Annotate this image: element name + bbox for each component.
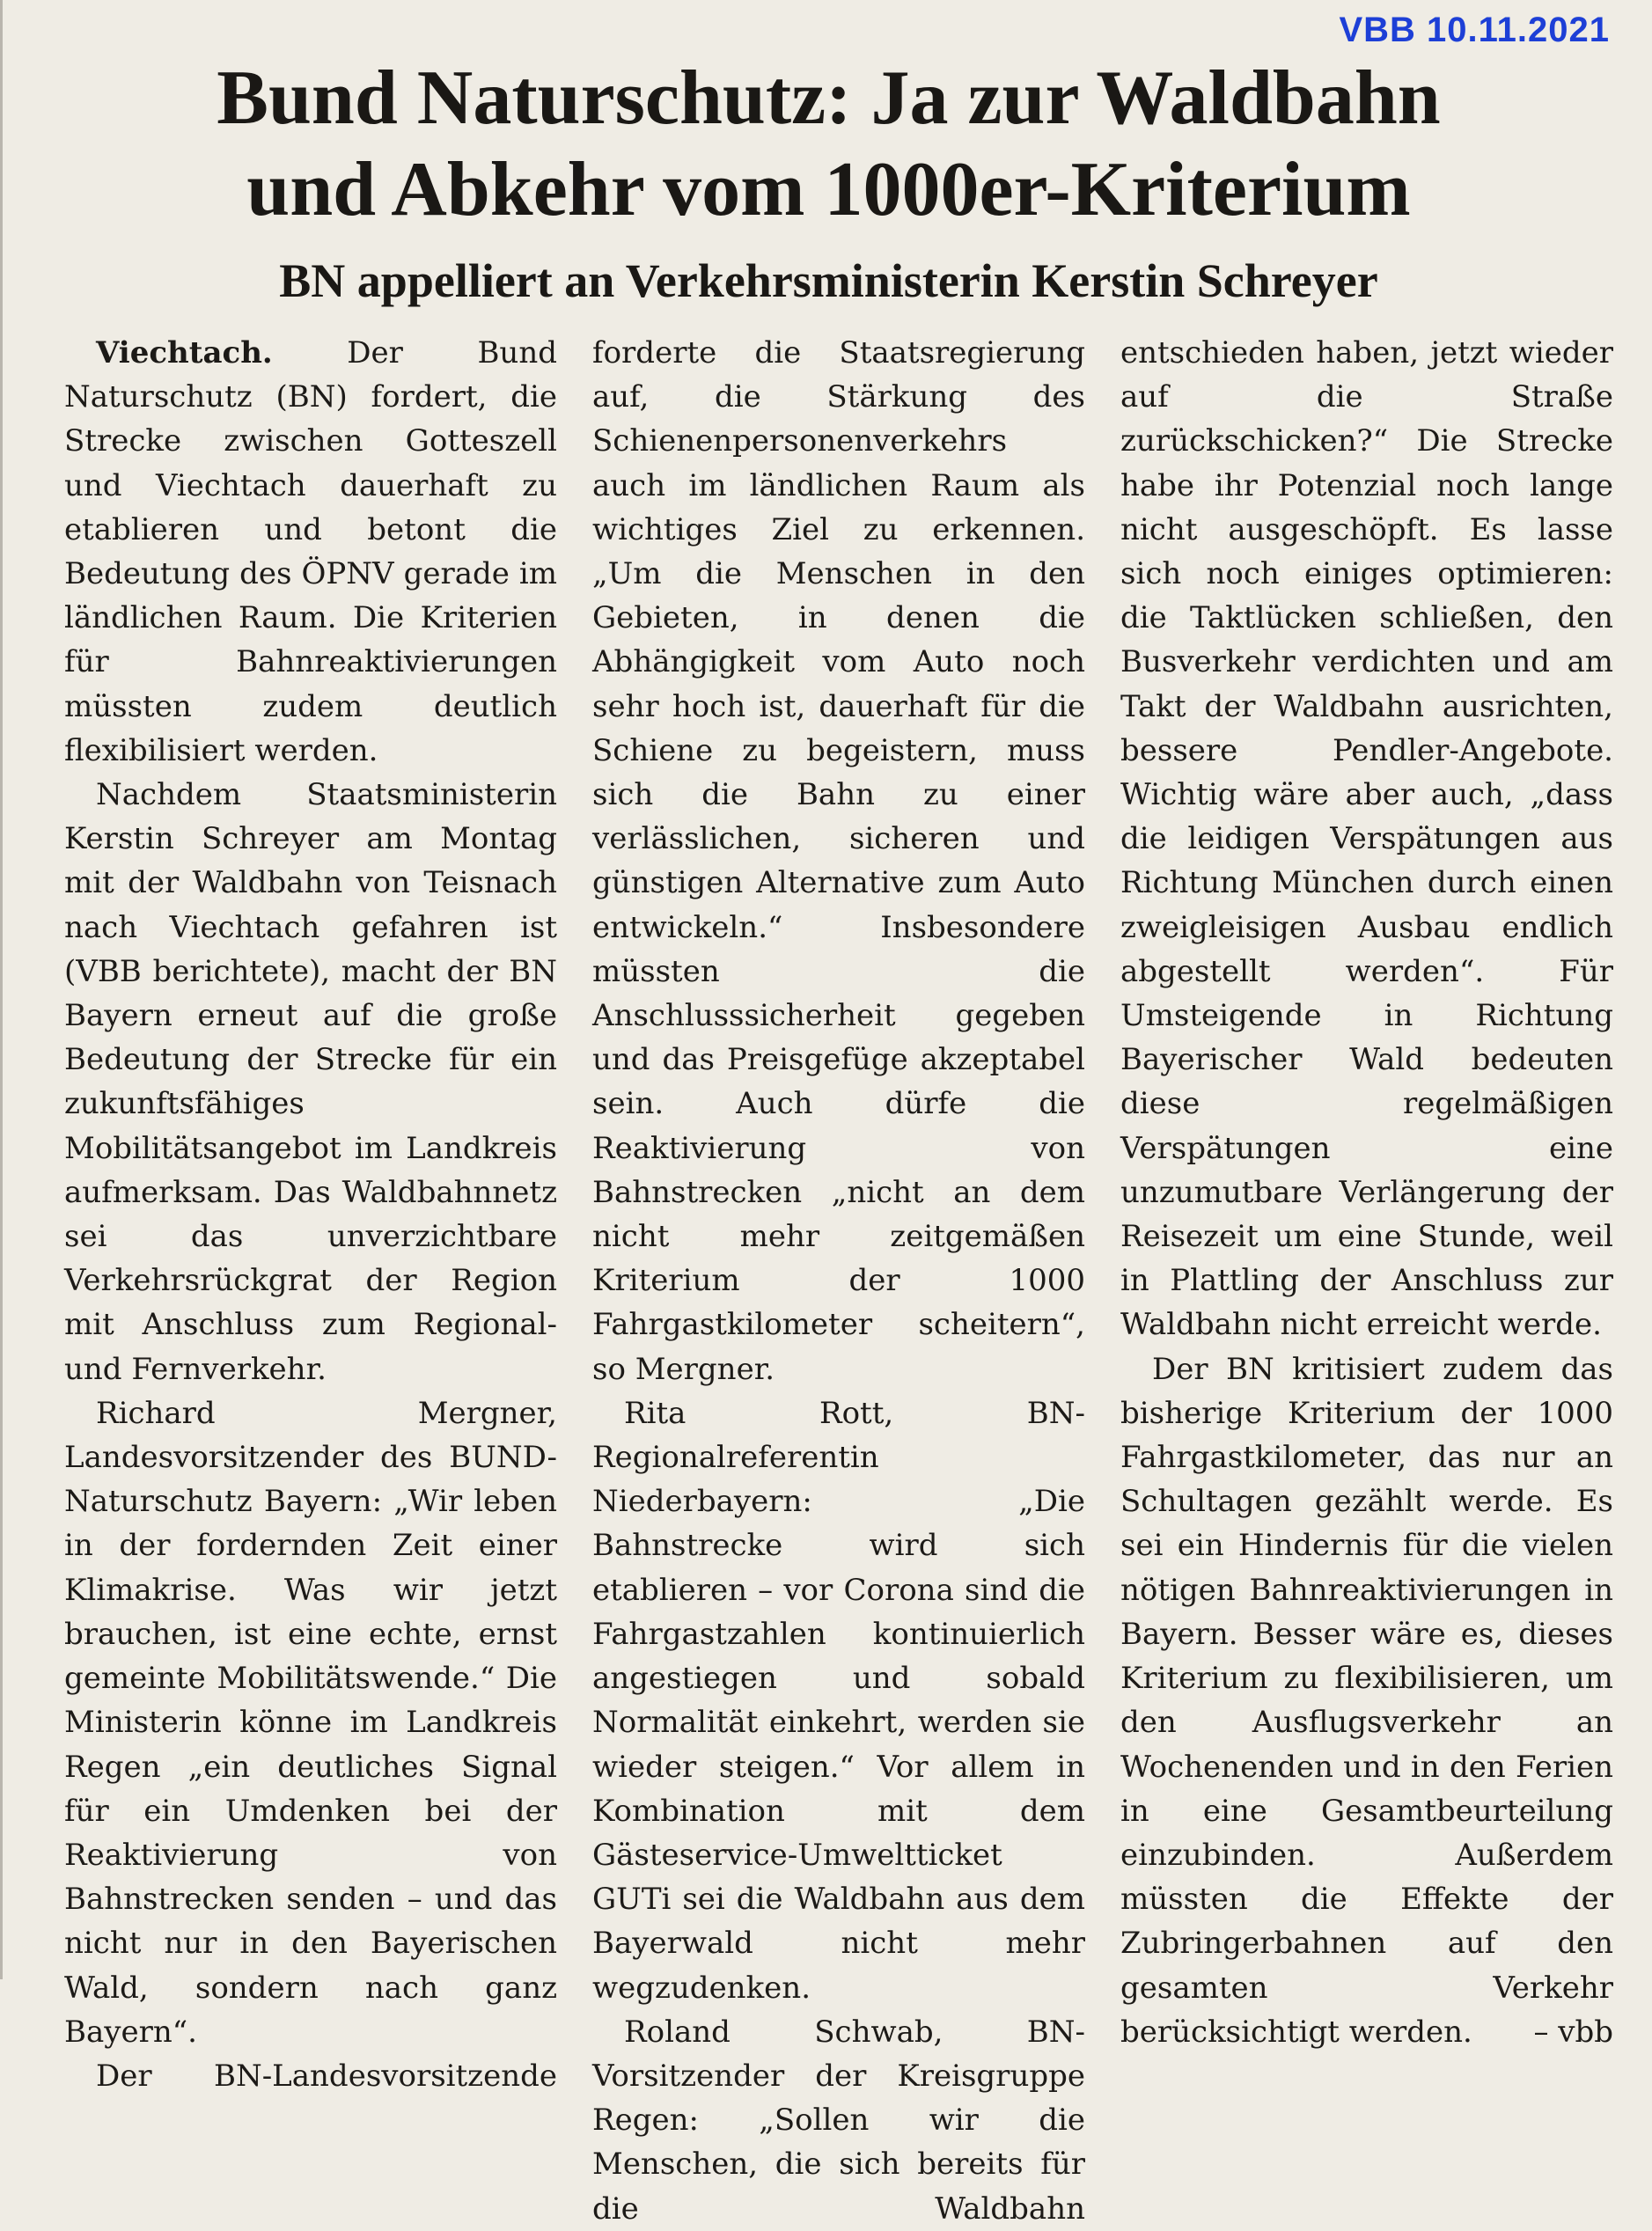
byline: – vbb — [1533, 2014, 1613, 2050]
paragraph-text: Der Bund Naturschutz (BN) fordert, die Strecke zwischen Gotteszell und Viechtach dauerhaft zu etablieren und betont die Bedeutung des ÖPNV gerade im ländlichen Raum. Die Kriterien für Bahnreaktivierungen müssten zudem deutlich flexibilisiert werden. — [64, 335, 557, 768]
article-column-1 — [64, 331, 557, 2231]
headline-line-1: Bund Naturschutz: Ja zur Waldbahn — [217, 55, 1441, 141]
paragraph: Der BN-Landesvorsitzende — [96, 2058, 557, 2094]
article-column-2 — [592, 331, 1085, 2231]
dateline: Viechtach. — [96, 335, 273, 371]
paragraph: Rita Rott, BN-Regionalreferentin Niederbayern: „Die Bahnstrecke wird sich etablieren – vor Corona sind die Fahrgastzahlen kontinuierlich angestiegen und sobald Normalität einkehrt, werden sie wieder steigen.“ Vor allem in Kombination mit dem Gästeservice-Umweltticket GUTi sei die Waldbahn aus dem Bayerwald nicht mehr wegzudenken. — [592, 1395, 1085, 2006]
subheadline: BN appelliert an Verkehrsministerin Kerstin Schreyer — [279, 254, 1378, 307]
paragraph — [1120, 1347, 1613, 2054]
paragraph-text: Der BN kritisiert zudem das bisherige Kriterium der 1000 Fahrgastkilometer, das nur an Schultagen gezählt werde. Es sei ein Hindernis für die vielen nötigen Bahnreaktivierungen in Bayern. Besser wäre es, dieses Kriterium zu flexibilisieren, um den Ausflugsverkehr an Wochenenden und in den Ferien in eine Gesamtbeurteilung einzubinden. Außerdem müssten die Effekte der Zubringerbahnen auf den gesamten Verkehr berücksichtigt werden. — [1120, 1351, 1613, 2050]
date-stamp: VBB 10.11.2021 — [1339, 11, 1610, 49]
article-column-3 — [1120, 331, 1613, 2231]
headline — [3, 53, 1652, 236]
headline-line-2: und Abkehr vom 1000er-Kriterium — [246, 147, 1411, 232]
paragraph: Nachdem Staatsministerin Kerstin Schreyer am Montag mit der Waldbahn von Teisnach nach Viechtach gefahren ist (VBB berichtete), macht der BN Bayern erneut auf die große Bedeutung der Strecke für ein zukunftsfähiges Mobilitätsangebot im Landkreis aufmerksam. Das Waldbahnnetz sei das unverzichtbare Verkehrsrückgrat der Region mit Anschluss zum Regional- und Fernverkehr. — [64, 777, 557, 1387]
paragraph: Roland Schwab, BN-Vorsitzender der Kreisgruppe Regen: „Sollen wir die Menschen, die sich bereits für die Waldbahn — [592, 2014, 1085, 2227]
article-body — [64, 331, 1622, 2231]
paragraph — [64, 331, 557, 773]
paragraph: entschieden haben, jetzt wieder auf die Straße zurückschicken?“ Die Strecke habe ihr Potenzial noch lange nicht ausgeschöpft. Es lasse sich noch einiges optimieren: die Taktlücken schließen, den Busverkehr verdichten und am Takt der Waldbahn ausrichten, bessere Pendler-Angebote. Wichtig wäre aber auch, „dass die leidigen Verspätungen aus Richtung München durch einen zweigleisigen Ausbau endlich abgestellt werden“. Für Umsteigende in Richtung Bayerischer Wald bedeuten diese regelmäßigen Verspätungen eine unzumutbare Verlängerung der Reisezeit um eine Stunde, weil in Plattling der Anschluss zur Waldbahn nicht erreicht werde. — [1120, 335, 1613, 1343]
paragraph: forderte die Staatsregierung auf, die Stärkung des Schienenpersonenverkehrs auch im ländlichen Raum als wichtiges Ziel zu erkennen. „Um die Menschen in den Gebieten, in denen die Abhängigkeit vom Auto noch sehr hoch ist, dauerhaft für die Schiene zu begeistern, muss sich die Bahn zu einer verlässlichen, sicheren und günstigen Alternative zum Auto entwickeln.“ Insbesondere müssten die Anschlusssicherheit gegeben und das Preisgefüge akzeptabel sein. Auch dürfe die Reaktivierung von Bahnstrecken „nicht an dem nicht mehr zeitgemäßen Kriterium der 1000 Fahrgastkilometer scheitern“, so Mergner. — [592, 335, 1085, 1387]
paragraph: Richard Mergner, Landesvorsitzender des BUND-Naturschutz Bayern: „Wir leben in der fordernden Zeit einer Klimakrise. Was wir jetzt brauchen, ist eine echte, ernst gemeinte Mobilitätswende.“ Die Ministerin könne im Landkreis Regen „ein deutliches Signal für ein Umdenken bei der Reaktivierung von Bahnstrecken senden – und das nicht nur in den Bayerischen Wald, sondern nach ganz Bayern“. — [64, 1395, 557, 2050]
